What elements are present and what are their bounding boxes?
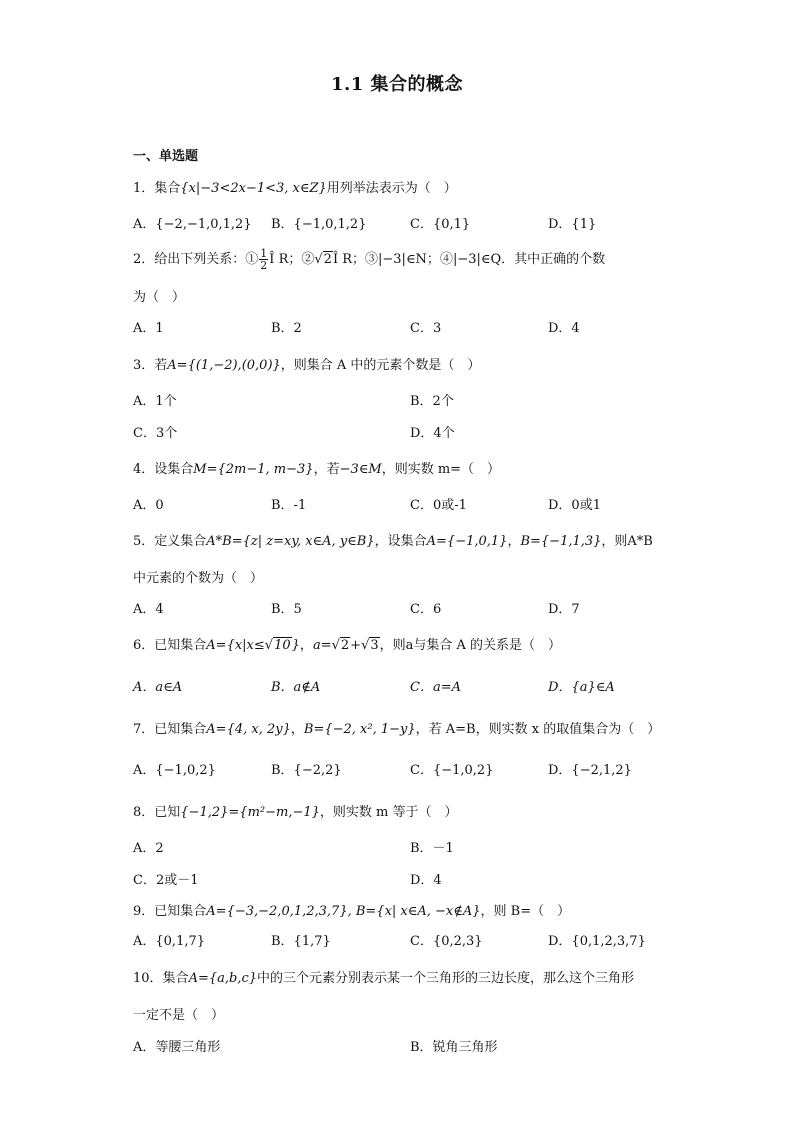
question-2: 2．给出下列关系：① $\frac{1}{2}$ Î R；②√2Î R；③|−3|∈N；④|−3|∈Q．其中正确的个数: [133, 247, 606, 272]
option-b: B．－1: [410, 841, 454, 856]
option-c: C．6: [410, 602, 442, 617]
question-text: 设集合: [154, 462, 194, 477]
option-b: B．-1: [271, 498, 307, 513]
question-text: ，则a与集合 A 的关系是（ ）: [379, 638, 562, 653]
question-text: 已知集合: [154, 722, 207, 737]
question-4: [133, 458, 673, 477]
option-d: D．{1}: [548, 217, 597, 232]
option-b: B．{−2,2}: [271, 763, 342, 778]
option-c: C．2或－1: [133, 873, 199, 888]
question-text: 已知: [154, 805, 181, 820]
option-d: D．4: [548, 321, 580, 336]
question-text: 集合: [154, 181, 181, 196]
question-number: 5．: [133, 534, 155, 549]
question-text: ，: [299, 638, 313, 653]
question-text: ，则实数 m=（ ）: [381, 462, 501, 477]
question-text: ∈N；④: [405, 252, 453, 267]
question-text: ，: [290, 722, 304, 737]
question-number: 4．: [133, 462, 155, 477]
option-c: C．{0,1}: [410, 217, 471, 232]
math-expression: {−1,2}={m²−m,−1}: [180, 805, 320, 820]
math-expression: A={a,b,c}: [188, 971, 258, 986]
question-text: R；③: [338, 252, 378, 267]
math-expression: A*B={z| z=xy, x∈A, y∈B}: [206, 534, 375, 549]
question-text: 已知集合: [154, 638, 207, 653]
question-text: 若: [154, 358, 168, 373]
math-expression: A={(1,−2),(0,0)}: [167, 358, 281, 373]
question-text: 已知集合: [154, 904, 207, 919]
relation-symbol: Î: [269, 252, 275, 267]
question-text: 用列举法表示为（ ）: [326, 181, 457, 196]
math-expression: −3∈M: [339, 462, 382, 477]
option-b: B．2: [271, 321, 302, 336]
question-text: ，则实数 m 等于（ ）: [319, 805, 458, 820]
question-number: 10．: [133, 971, 163, 986]
section-heading: 一、单选题: [133, 149, 199, 164]
question-number: 6．: [133, 638, 155, 653]
option-c: C．{−1,0,2}: [410, 763, 494, 778]
math-expression: {x|−3<2x−1<3, x∈Z}: [180, 181, 327, 196]
sqrt-radicand: 2: [323, 252, 332, 267]
math-expression: a=: [312, 638, 332, 653]
option-c: C．3个: [133, 426, 178, 441]
option-a: A．1个: [133, 394, 177, 409]
option-b: B．锐角三角形: [410, 1040, 498, 1055]
question-text: ，则 B=（ ）: [480, 904, 571, 919]
option-c: C．0或-1: [410, 498, 467, 513]
option-b: B．5: [271, 602, 302, 617]
question-10-line2: 一定不是（ ）: [133, 1008, 225, 1023]
option-a: A．0: [133, 498, 164, 513]
option-a: A．2: [133, 841, 164, 856]
relation-symbol: Î: [332, 252, 339, 267]
option-d: D．7: [548, 602, 580, 617]
option-d: D．{−2,1,2}: [548, 763, 632, 778]
question-number: 7．: [133, 722, 155, 737]
question-text: 集合: [162, 971, 189, 986]
question-text: 定义集合: [154, 534, 207, 549]
math-expression: B={−1,1,3}: [520, 534, 602, 549]
question-text: ，则A*B: [601, 534, 653, 549]
option-c: C．3: [410, 321, 442, 336]
question-5: [133, 530, 673, 549]
option-c: C．{0,2,3}: [410, 934, 483, 949]
option-b: B．a∉A: [271, 680, 321, 695]
fraction: $\frac{1}{2}$: [260, 247, 268, 272]
question-1: [133, 177, 673, 196]
question-number: 2．: [133, 252, 155, 267]
question-text: 中的三个元素分别表示某一个三角形的三边长度，那么这个三角形: [257, 971, 635, 986]
sqrt-radicand: 10: [274, 638, 291, 653]
page-title: 1.1 集合的概念: [330, 74, 464, 95]
question-text: R；②: [274, 252, 315, 267]
question-text: ∈Q．其中正确的个数: [480, 252, 606, 267]
option-d: D．{a}∈A: [548, 680, 615, 695]
math-expression: M={2m−1, m−3}: [193, 462, 314, 477]
option-c: C．a=A: [410, 680, 461, 695]
option-d: D．{0,1,2,3,7}: [548, 934, 646, 949]
option-a: A．等腰三角形: [133, 1040, 221, 1055]
math-expression: A={−3,−2,0,1,2,3,7}, B={x| x∈A, −x∉A}: [206, 904, 481, 919]
question-9: [133, 900, 673, 919]
question-number: 8．: [133, 805, 155, 820]
option-a: A．1: [133, 321, 164, 336]
option-a: A．{−1,0,2}: [133, 763, 216, 778]
question-10: [133, 967, 673, 986]
question-3: [133, 354, 673, 373]
question-text: ，若: [313, 462, 340, 477]
abs-expression: |−3|: [452, 252, 481, 267]
option-b: B．{−1,0,1,2}: [271, 217, 367, 232]
question-2-line2: 为（ ）: [133, 290, 186, 305]
question-text: ，设集合: [374, 534, 427, 549]
option-d: D．4个: [410, 426, 455, 441]
option-a: A．{−2,−1,0,1,2}: [133, 217, 252, 232]
abs-expression: |−3|: [378, 252, 406, 267]
option-d: D．0或1: [548, 498, 601, 513]
option-a: A．4: [133, 602, 164, 617]
question-7: [133, 718, 673, 737]
option-b: B．2个: [410, 394, 454, 409]
math-operator: +: [350, 638, 362, 653]
option-a: A．{0,1,7}: [133, 934, 206, 949]
question-number: 1．: [133, 181, 155, 196]
question-5-line2: 中元素的个数为（ ）: [133, 571, 264, 586]
sqrt-radicand: 3: [370, 638, 379, 653]
question-text: ，若 A=B，则实数 x 的取值集合为（ ）: [415, 722, 661, 737]
sqrt-radicand: 2: [340, 638, 350, 653]
question-text: 给出下列关系：①: [154, 252, 259, 267]
math-expression: A={−1,0,1}: [426, 534, 508, 549]
option-a: A．a∈A: [133, 680, 183, 695]
option-d: D．4: [410, 873, 442, 888]
question-number: 3．: [133, 358, 155, 373]
question-text: ，则集合 A 中的元素个数是（ ）: [280, 358, 481, 373]
math-expression: A={x|x≤: [206, 638, 265, 653]
question-8: [133, 801, 673, 820]
question-6: 6．已知集合A={x|x≤√10}，a=√2+√3，则a与集合 A 的关系是（ ）: [133, 638, 562, 653]
option-b: B．{1,7}: [271, 934, 331, 949]
math-expression: A={4, x, 2y}: [206, 722, 291, 737]
math-expression: B={−2, x², 1−y}: [303, 722, 416, 737]
question-number: 9．: [133, 904, 155, 919]
math-expression: }: [291, 638, 300, 653]
question-text: ，: [507, 534, 521, 549]
